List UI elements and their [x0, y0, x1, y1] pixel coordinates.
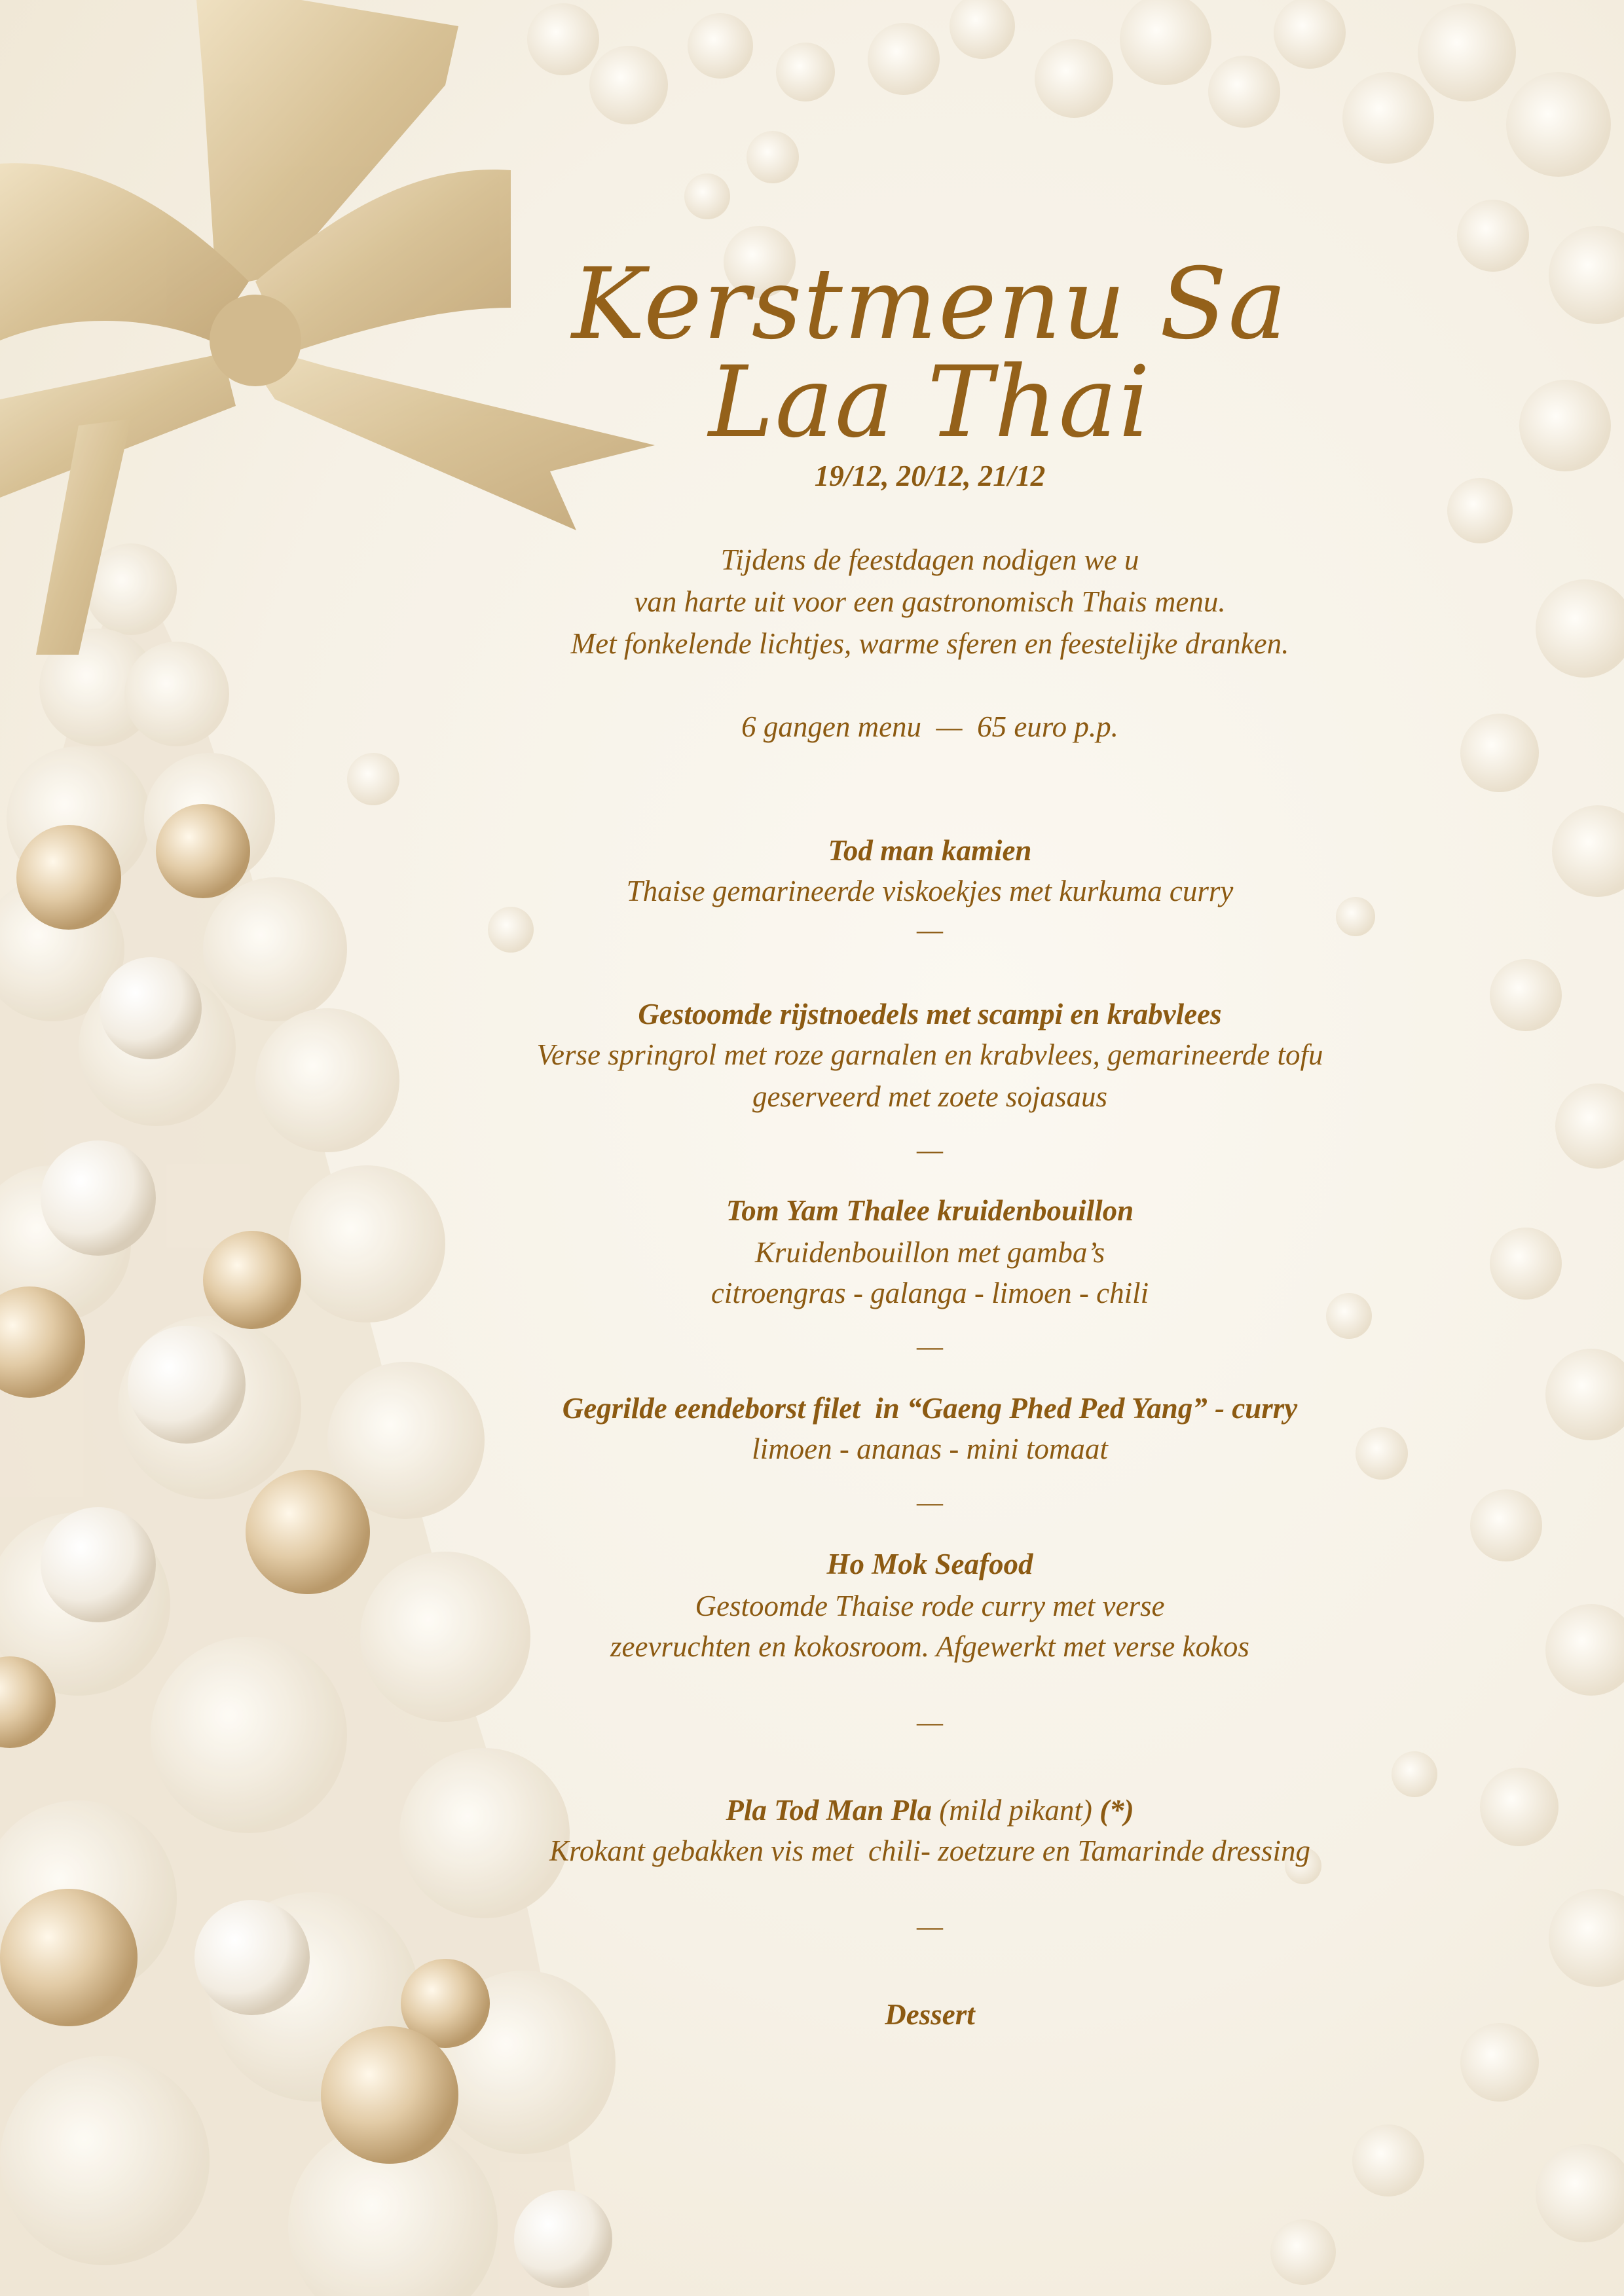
separator: — — [916, 1330, 943, 1362]
event-dates: 19/12, 20/12, 21/12 — [814, 460, 1046, 492]
menu-title: Kerstmenu Sa Laa Thai — [572, 247, 1288, 460]
course-description: Gestoomde Thaise rode curry met verse — [695, 1590, 1165, 1622]
course-description: citroengras - galanga - limoen - chili — [710, 1277, 1149, 1309]
course-name: Tod man kamien — [828, 834, 1032, 867]
intro-line-1: Tijdens de feestdagen nodigen we u — [720, 543, 1139, 576]
course-note: (mild pikant) — [939, 1794, 1092, 1827]
separator: — — [916, 1910, 943, 1942]
course-name: Tom Yam Thalee kruidenbouillon — [726, 1194, 1134, 1227]
separator: — — [916, 1133, 943, 1166]
course-name: Gestoomde rijstnoedels met scampi en krabvlees — [638, 998, 1222, 1030]
course-description: geserveerd met zoete sojasaus — [752, 1080, 1107, 1113]
course-mark: (*) — [1099, 1794, 1134, 1827]
course-description: zeevruchten en kokosroom. Afgewerkt met verse kokos — [610, 1630, 1249, 1663]
course-description: Thaise gemarineerde viskoekjes met kurkuma curry — [626, 875, 1234, 907]
course-description: Kruidenbouillon met gamba’s — [754, 1236, 1105, 1269]
separator: — — [916, 1485, 943, 1518]
separator: — — [916, 913, 943, 946]
intro-line-2: van harte uit voor een gastronomisch Thais menu. — [634, 585, 1226, 618]
course-name: Ho Mok Seafood — [826, 1548, 1033, 1580]
course-name: Pla Tod Man Pla — [726, 1794, 932, 1827]
course-name: Dessert — [885, 1998, 975, 2031]
course-description: limoen - ananas - mini tomaat — [752, 1432, 1108, 1465]
course-name-line — [485, 1793, 1375, 1828]
course-description: Krokant gebakken vis met chili- zoetzure en Tamarinde dressing — [549, 1834, 1310, 1867]
intro-line-3: Met fonkelende lichtjes, warme sferen en feestelijke dranken. — [570, 627, 1289, 660]
separator: — — [916, 1705, 943, 1738]
course-name: Gegrilde eendeborst filet in “Gaeng Phed Ped Yang” - curry — [562, 1392, 1298, 1425]
course-description: Verse springrol met roze garnalen en krabvlees, gemarineerde tofu — [536, 1038, 1323, 1071]
price-line: 6 gangen menu — 65 euro p.p. — [741, 710, 1118, 743]
